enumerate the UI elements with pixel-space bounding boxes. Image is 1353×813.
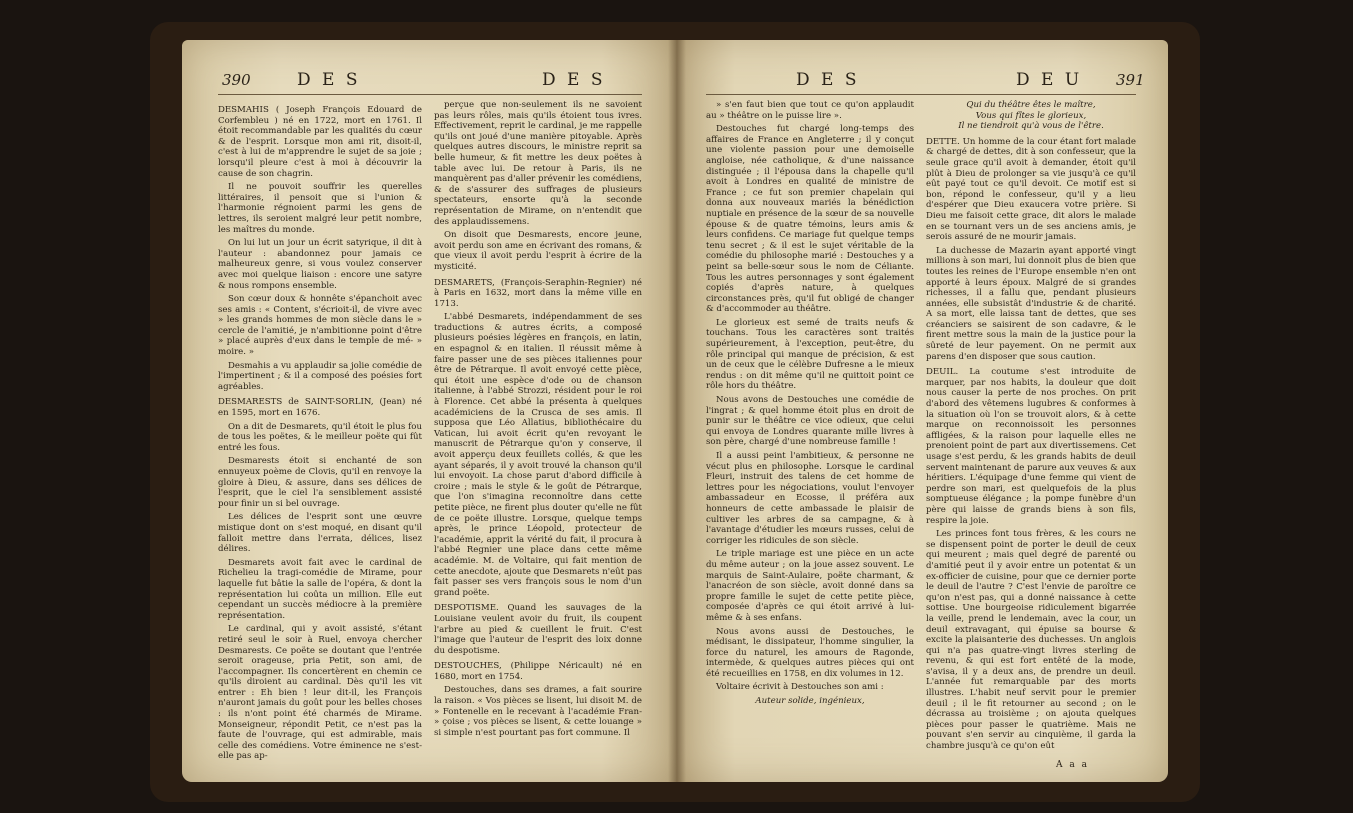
paragraph: DESPOTISME. Quand les sauvages de la Louisiane veulent avoir du fruit, ils coupent l'arbre au pied & cueillent le fruit. C'est l'image que l'auteur de l'esprit des loix donne du despotisme. [434,603,642,656]
paragraph: » s'en faut bien que tout ce qu'on applaudit au » théâtre on le puisse lire ». [706,100,914,121]
left-column-1 [218,100,422,765]
paragraph: Voltaire écrivit à Destouches son ami : [716,682,884,693]
right-folio: 391 [1116,71,1145,89]
verse-line: Il ne tiendroit qu'à vous de l'être. [958,121,1104,132]
left-head-rule [218,94,642,95]
left-folio: 390 [222,71,251,89]
paragraph: Il a aussi peint l'ambitieux, & personne ne vécut plus en philosophe. Lorsque le cardinal Fleuri, instruit des talens de cet homme de lettres pour les négociations, voulut l'envoyer ambassadeur en Ecosse, il préféra aux honneurs de cette ambassade le plaisir de cultiver les arbres de sa campagne, & à l'avantage d'étudier les mœurs russes, celui de corriger les ridicules de son siècle. [706,451,914,546]
paragraph: Il ne pouvoit souffrir les querelles littéraires, il pensoit que si l'union & l'harmonie régnoient parmi les gens de lettres, ils seroient malgré leur petit nombre, les maîtres du monde. [218,182,422,235]
paragraph: Desmahis a vu applaudir sa jolie comédie de l'impertinent ; & il a composé des poésies fort agréables. [218,360,422,392]
paragraph: Desmarests étoit si enchanté de son ennuyeux poème de Clovis, qu'il en renvoye la gloire à Dieu, & assure, dans ses délices de l'esprit, que le ciel l'a sensiblement assisté pour finir un si bel ouvrage. [218,456,422,509]
paragraph: Destouches, dans ses drames, a fait sourire la raison. « Vos pièces se lisent, lui disoit M. de » Fontenelle en le recevant à l'académie Fran- » çoise ; vos pièces se lisent, & cette louange » si simple n'est pourtant pas fort commune. Il [434,685,642,738]
paragraph: DESMARESTS de SAINT-SORLIN, (Jean) né en 1595, mort en 1676. [218,397,422,419]
paragraph: L'abbé Desmarets, indépendamment de ses traductions & autres écrits, a composé plusieurs poésies légères en françois, en latin, en espagnol & en italien. Il réussit même à faire passer une de ses pièces italiennes pour être de Pétrarque. Il avoit envoyé cette pièce, qui étoit une espèce d'ode ou de chanson italienne, à l'abbé Strozzi, résident pour le roi à Florence. Cet abbé la présenta à quelques académiciens de la Crusca de ses amis. Il supposa que Léo Allatius, bibliothécaire du Vatican, lui avoit écrit qu'en revoyant le manuscrit de Pétrarque qu'on y conserve, il avoit apperçu deux feuillets collés, & que les ayant séparés, il y avoit trouvé la chanson qu'il lui envoyoit. La chose parut d'abord difficile à croire ; mais le style & le goût de Pétrarque, que l'on s'imagina reconnoître dans cette petite pièce, ne firent plus douter qu'elle ne fût de ce poëte illustre. Lorsque, quelque temps après, le prince Léopold, protecteur de l'académie, apprit la vérité du fait, il procura à l'abbé Regnier une place dans cette même académie. M. de Voltaire, qui fait mention de cette anecdote, ajoute que Desmarets n'eût pas fait passer ses vers françois sous le nom d'un grand poëte. [434,312,642,598]
paragraph: DEUIL. La coutume s'est introduite de marquer, par nos habits, la douleur que doit nous causer la perte de nos proches. On prit d'abord des vêtemens lugubres & conformes à la situation où l'on se trouvoit alors, & à cette marque on reconnoissoit les personnes affligées, & la raison pour laquelle elles ne prenoient point de part aux divertissemens. Cet usage s'est perdu, & les grands habits de deuil servent maintenant de parure aux veuves & aux héritiers. L'équipage d'une femme qui vient de perdre son mari, est quelquefois de la plus somptueuse élégance ; la pompe funèbre d'un père qui laisse de grands biens à son fils, respire la joie. [926,367,1136,526]
right-head-2: D E U [1016,70,1083,90]
verse-line: Qui du théâtre êtes le maître, [966,100,1096,110]
left-head-2: D E S [542,70,606,90]
right-head-rule [706,94,1136,95]
verse-line: Auteur solide, ingénieux, [755,696,865,707]
paragraph: On lui lut un jour un écrit satyrique, il dit à l'auteur : abandonnez pour jamais ce malheureux genre, si vous voulez conserver avec moi quelque liaison : encore une satyre & nous rompons ensemble. [218,238,422,291]
paragraph: Nous avons aussi de Destouches, le médisant, le dissipateur, l'homme singulier, la force du naturel, les amours de Ragonde, intermède, & quelques autres pièces qui ont été recueillies en 1758, en dix volumes in 12. [706,626,914,679]
signature-mark: A a a [1056,760,1089,770]
left-head-1: D E S [297,70,361,90]
paragraph: Son cœur doux & honnête s'épanchoit avec ses amis : « Content, s'écrioit-il, de vivre avec » les grands hommes de mon siècle dans le » cercle de l'amitié, je n'ambitionne point d'être » placé auprès d'eux dans le temple de mé- » moire. » [218,294,422,358]
verse-line: Vous qui fîtes le glorieux, [975,110,1087,121]
paragraph: DESMARETS, (François-Seraphin-Regnier) né à Paris en 1632, mort dans la même ville en 1713. [434,277,642,309]
left-column-2 [434,100,642,741]
paragraph: Destouches fut chargé long-temps des affaires de France en Angleterre ; il y conçut une violente passion pour une demoiselle angloise, née catholique, & d'une naissance distinguée ; il l'épousa dans la chapelle qu'il avoit à Londres en qualité de ministre de France ; ce fut son premier chapelain qui donna aux nouveaux mariés la bénédiction nuptiale en présence de la sœur de sa nouvelle épouse & de quatre témoins, leurs amis & leurs confidens. Ce mariage fut quelque temps tenu secret ; & il est le sujet véritable de la comédie du philosophe marié : Destouches y a peint sa belle-sœur sous le nom de Céliante. Tous les autres personnages y sont également copiés d'après nature, à quelques circonstances près, qu'il fut obligé de changer & d'accommoder au théâtre. [706,124,914,315]
paragraph: Les délices de l'esprit sont une œuvre mistique dont on s'est moqué, en disant qu'il falloit mettre dans l'errata, délices, lisez délires. [218,512,422,555]
right-column-2 [926,100,1136,755]
right-page [676,40,1168,782]
paragraph: Le cardinal, qui y avoit assisté, s'étant retiré seul le soir à Ruel, envoya chercher Desmarests. Ce poëte se doutant que l'entrée seroit orageuse, pria Petit, son ami, de l'accompagner. Ils concertèrent en chemin ce qu'ils diroient au cardinal. Dès qu'il les vit entrer : Eh bien ! leur dit-il, les François n'auront jamais du goût pour les belles choses : ils n'ont point été charmés de Mirame. Monseigneur, répondit Petit, ce n'est pas la faute de l'ouvrage, qui est admirable, mais celle des comédiens. Votre éminence ne s'est-elle pas ap- [218,624,422,762]
left-page [182,40,676,782]
paragraph: Nous avons de Destouches une comédie de l'ingrat ; & quel homme étoit plus en droit de punir sur le théâtre ce vice odieux, que celui qui envoya de Londres quarante mille livres à son père, chargé d'une nombreuse famille ! [706,395,914,448]
right-column-1 [706,100,914,707]
paragraph: perçue que non-seulement ils ne savoient pas leurs rôles, mais qu'ils étoient tous ivres. Effectivement, reprit le cardinal, je me rappelle qu'ils ont joué d'une manière pitoyable. Après quelques autres discours, le ministre reprit sa belle humeur, & fit mettre les deux poëtes à table avec lui. De retour à Paris, ils ne manquèrent pas d'aller prévenir les comédiens, & de s'assurer des suffrages de plusieurs spectateurs, ensorte qu'à la seconde représentation de Mirame, on n'entendit que des applaudissemens. [434,100,642,227]
paragraph: La duchesse de Mazarin ayant apporté vingt millions à son mari, lui donnoit plus de bien que toutes les reines de l'Europe ensemble n'en ont apporté à leurs époux. Malgré de si grandes richesses, il a fallu que, pendant plusieurs années, elle subsistât d'industrie & de charité. A sa mort, elle laissa tant de dettes, que ses créanciers se saisirent de son cadavre, & le firent mettre sous la main de la justice pour la sûreté de leur payement. On ne permit aux parens d'en disposer que sous caution. [926,245,1136,362]
paragraph: Le triple mariage est une pièce en un acte du même auteur ; on la joue assez souvent. Le marquis de Saint-Aulaire, poëte charmant, & l'anacréon de son siècle, avoit donné dans sa propre famille le sujet de cette petite pièce, composée d'après ce qui étoit arrivé à lui-même & à ses enfans. [706,549,914,623]
paragraph: Les princes font tous frères, & les cours ne se dispensent point de porter le deuil de ceux qui meurent ; mais quel degré de parenté ou d'amitié peut il y avoir entre un potentat & un ex-officier de cuisine, pour que ce dernier porte le deuil de l'autre ? C'est l'envie de paroître ce qu'on n'est pas, qui a donné naissance à cette sottise. Une bourgeoise ridiculement bigarrée la veille, prend le lendemain, avec la cour, un deuil extravagant, qui épuise sa bourse & excite la plaisanterie des duchesses. Un anglois qui n'a pas quatre-vingt livres sterling de revenu, & qui est fort entêté de la mode, s'avisa, il y a deux ans, de prendre un deuil. L'année fut remarquable par des morts illustres. L'habit neuf servit pour le premier deuil ; il le fit retourner au second ; on le décrassa au troisième ; on ajouta quelques pièces pour passer le quatrième. Mais ne pouvant s'en servir au cinquième, il garda la chambre jusqu'à ce qu'on eût [926,529,1136,752]
paragraph: DETTE. Un homme de la cour étant fort malade & chargé de dettes, dit à son confesseur, que la seule grace qu'il avoit à demander, étoit qu'il plût à Dieu de prolonger sa vie jusqu'à ce qu'il eût payé tout ce qu'il devoit. Ce motif est si bon, répond le confesseur, qu'il y a lieu d'espérer que Dieu exaucera votre prière. Si Dieu me faisoit cette grace, dit alors le malade en se tournant vers un de ses anciens amis, je serois assuré de ne mourir jamais. [926,136,1136,243]
paragraph: DESMAHIS ( Joseph François Edouard de Corfembleu ) né en 1722, mort en 1761. Il étoit recommandable par les qualités du cœur & de l'esprit. Lorsque mon ami rit, disoit-il, c'est à lui de m'apprendre le sujet de sa joie ; lorsqu'il pleure c'est à moi à découvrir la cause de son chagrin. [218,105,422,179]
paragraph: Desmarets avoit fait avec le cardinal de Richelieu la tragi-comédie de Mirame, pour laquelle fut bâtie la salle de l'opéra, & dont la représentation lui coûta un million. Elle eut cependant un succès médiocre à la première représentation. [218,557,422,621]
book-gutter [668,40,686,782]
paragraph: DESTOUCHES, (Philippe Néricault) né en 1680, mort en 1754. [434,661,642,682]
paragraph: On disoit que Desmarests, encore jeune, avoit perdu son ame en écrivant des romans, & que vieux il avoit perdu l'esprit à écrire de la mysticité. [434,230,642,272]
right-head-1: D E S [796,70,860,90]
paragraph: On a dit de Desmarets, qu'il étoit le plus fou de tous les poëtes, & le meilleur poëte qui fût entré les fous. [218,421,422,453]
paragraph: Le glorieux est semé de traits neufs & touchans. Tous les caractères sont traités supérieurement, à l'exception, peut-être, du rôle principal qui manque de précision, & est un de ceux que le célèbre Dufresne a le mieux rendus : on dit même qu'il ne quittoit point ce rôle hors du théâtre. [706,317,914,392]
